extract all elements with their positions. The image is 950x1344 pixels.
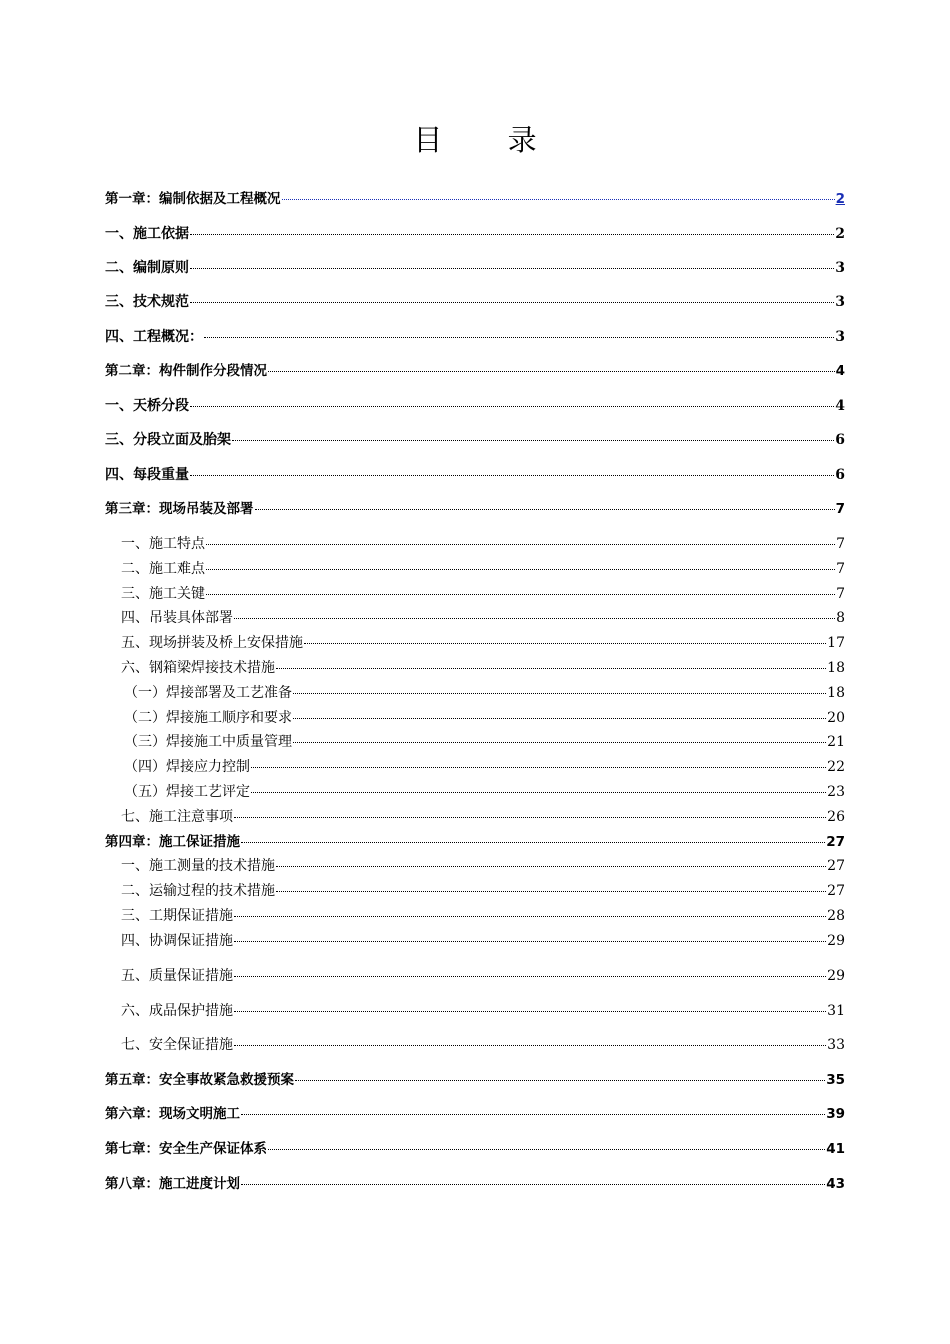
toc-entry-label: 一、天桥分段 [105, 398, 189, 414]
toc-entry-label: 第八章：施工进度计划 [105, 1176, 240, 1192]
toc-entry-label: 第二章：构件制作分段情况 [105, 363, 267, 379]
toc-page-number: 20 [827, 710, 845, 726]
toc-page-number: 29 [827, 933, 845, 949]
toc-dot-leader [190, 234, 834, 235]
toc-section-entry[interactable] [105, 1002, 845, 1020]
toc-section-entry[interactable] [105, 585, 845, 603]
toc-section-entry[interactable] [105, 808, 845, 826]
toc-entry-label: （四）焊接应力控制 [124, 759, 250, 775]
toc-page-number: 4 [835, 398, 845, 414]
toc-section-entry[interactable] [105, 932, 845, 950]
toc-entry-label: 六、成品保护措施 [121, 1003, 233, 1019]
toc-section-entry[interactable] [105, 882, 845, 900]
toc-section-entry[interactable] [105, 967, 845, 985]
toc-chapter-entry[interactable] [105, 190, 845, 208]
toc-chapter-entry[interactable] [105, 362, 845, 380]
toc-page-number: 17 [827, 635, 845, 651]
toc-entry-label: 六、钢箱梁焊接技术措施 [121, 660, 275, 676]
toc-dot-leader [234, 941, 826, 942]
toc-section-entry[interactable] [105, 259, 845, 277]
toc-page-number: 33 [827, 1037, 845, 1053]
toc-entry-label: 四、协调保证措施 [121, 933, 233, 949]
toc-dot-leader [251, 767, 826, 768]
toc-page-number: 27 [827, 858, 845, 874]
toc-entry-label: 七、安全保证措施 [121, 1037, 233, 1053]
toc-dot-leader [241, 842, 825, 843]
toc-section-entry[interactable] [105, 1036, 845, 1054]
toc-entry-label: 四、每段重量 [105, 467, 189, 483]
toc-section-entry[interactable] [105, 659, 845, 677]
toc-page-number: 6 [835, 467, 845, 483]
toc-dot-leader [255, 509, 835, 510]
toc-page-number: 22 [827, 759, 845, 775]
toc-page-number: 43 [826, 1176, 845, 1192]
toc-dot-leader [190, 406, 834, 407]
toc-dot-leader [234, 817, 826, 818]
toc-entry-label: （三）焊接施工中质量管理 [124, 734, 292, 750]
toc-page-number: 26 [827, 809, 845, 825]
toc-dot-leader [293, 693, 826, 694]
toc-dot-leader [234, 976, 826, 977]
toc-dot-leader [232, 440, 834, 441]
toc-page-number: 18 [827, 685, 845, 701]
toc-entry-label: 三、工期保证措施 [121, 908, 233, 924]
toc-section-entry[interactable] [105, 783, 845, 801]
toc-entry-label: （二）焊接施工顺序和要求 [124, 710, 292, 726]
toc-page-number: 21 [827, 734, 845, 750]
toc-dot-leader [268, 1149, 825, 1150]
toc-entry-label: 第七章：安全生产保证体系 [105, 1141, 267, 1157]
toc-section-entry[interactable] [105, 709, 845, 727]
toc-dot-leader [293, 742, 826, 743]
toc-dot-leader [234, 1011, 826, 1012]
toc-section-entry[interactable] [105, 684, 845, 702]
toc-entry-label: 第六章：现场文明施工 [105, 1106, 240, 1122]
toc-section-entry[interactable] [105, 293, 845, 311]
toc-entry-label: 四、工程概况： [105, 329, 203, 345]
toc-dot-leader [304, 643, 826, 644]
toc-entry-label: （一）焊接部署及工艺准备 [124, 685, 292, 701]
toc-dot-leader [204, 337, 834, 338]
toc-page-number: 39 [826, 1106, 845, 1122]
toc-page-number: 27 [826, 834, 845, 850]
toc-dot-leader [190, 475, 834, 476]
toc-page-number: 7 [836, 536, 845, 552]
toc-dot-leader [206, 594, 835, 595]
toc-chapter-entry[interactable] [105, 833, 845, 851]
toc-section-entry[interactable] [105, 907, 845, 925]
page-title: 目 录 [413, 123, 565, 157]
toc-entry-label: 第一章：编制依据及工程概况 [105, 191, 281, 207]
toc-page-number: 3 [835, 329, 845, 345]
toc-entry-label: 一、施工测量的技术措施 [121, 858, 275, 874]
toc-page-number: 41 [826, 1141, 845, 1157]
toc-page-number: 7 [836, 586, 845, 602]
toc-dot-leader [241, 1184, 825, 1185]
toc-section-entry[interactable] [105, 535, 845, 553]
toc-section-entry[interactable] [105, 609, 845, 627]
toc-entry-label: （五）焊接工艺评定 [124, 784, 250, 800]
toc-page-number: 23 [827, 784, 845, 800]
toc-entry-label: 四、吊装具体部署 [121, 610, 233, 626]
toc-chapter-entry[interactable] [105, 1175, 845, 1193]
toc-page-number: 4 [835, 363, 845, 379]
toc-entry-label: 二、施工难点 [121, 561, 205, 577]
toc-entry-label: 一、施工依据 [105, 226, 189, 242]
toc-dot-leader [295, 1080, 825, 1081]
toc-entry-label: 三、技术规范 [105, 294, 189, 310]
toc-page-number: 3 [835, 260, 845, 276]
toc-entry-label: 三、分段立面及胎架 [105, 432, 231, 448]
toc-entry-label: 第四章：施工保证措施 [105, 834, 240, 850]
toc-dot-leader [206, 544, 835, 545]
toc-dot-leader [190, 268, 834, 269]
toc-section-entry[interactable] [105, 857, 845, 875]
toc-entry-label: 三、施工关键 [121, 586, 205, 602]
toc-entry-label: 五、现场拼装及桥上安保措施 [121, 635, 303, 651]
toc-entry-label: 五、质量保证措施 [121, 968, 233, 984]
toc-section-entry[interactable] [105, 328, 845, 346]
toc-chapter-entry[interactable] [105, 1140, 845, 1158]
toc-dot-leader [206, 569, 835, 570]
toc-dot-leader [234, 1045, 826, 1046]
toc-page-number: 27 [827, 883, 845, 899]
toc-dot-leader [241, 1114, 825, 1115]
toc-chapter-entry[interactable] [105, 1071, 845, 1089]
toc-page-number: 3 [835, 294, 845, 310]
toc-dot-leader [293, 718, 826, 719]
toc-chapter-entry[interactable] [105, 1105, 845, 1123]
toc-section-entry[interactable] [105, 225, 845, 243]
toc-section-entry[interactable] [105, 466, 845, 484]
toc-entry-label: 一、施工特点 [121, 536, 205, 552]
toc-dot-leader [282, 199, 835, 200]
toc-page-number: 28 [827, 908, 845, 924]
toc-dot-leader [234, 618, 835, 619]
toc-chapter-entry[interactable] [105, 500, 845, 518]
toc-dot-leader [190, 302, 834, 303]
toc-entry-label: 第三章：现场吊装及部署 [105, 501, 254, 517]
toc-page-number: 7 [836, 561, 845, 577]
toc-dot-leader [276, 891, 826, 892]
toc-dot-leader [276, 866, 826, 867]
toc-page-number: 35 [826, 1072, 845, 1088]
toc-page-number: 2 [835, 226, 845, 242]
toc-entry-label: 二、运输过程的技术措施 [121, 883, 275, 899]
toc-dot-leader [276, 668, 826, 669]
toc-entry-label: 二、编制原则 [105, 260, 189, 276]
toc-page-number: 18 [827, 660, 845, 676]
toc-page-number: 6 [835, 432, 845, 448]
toc-entry-label: 第五章：安全事故紧急救援预案 [105, 1072, 294, 1088]
toc-section-entry[interactable] [105, 758, 845, 776]
toc-dot-leader [234, 916, 826, 917]
toc-entry-label: 七、施工注意事项 [121, 809, 233, 825]
toc-dot-leader [251, 792, 826, 793]
toc-page-number: 29 [827, 968, 845, 984]
toc-section-entry[interactable] [105, 634, 845, 652]
toc-dot-leader [268, 371, 835, 372]
toc-section-entry[interactable] [105, 560, 845, 578]
toc-page-number: 8 [836, 610, 845, 626]
toc-section-entry[interactable] [105, 397, 845, 415]
toc-page-number: 31 [827, 1003, 845, 1019]
toc-page-number: 7 [835, 501, 845, 517]
toc-section-entry[interactable] [105, 733, 845, 751]
toc-section-entry[interactable] [105, 431, 845, 449]
toc-page-number: 2 [835, 191, 845, 207]
